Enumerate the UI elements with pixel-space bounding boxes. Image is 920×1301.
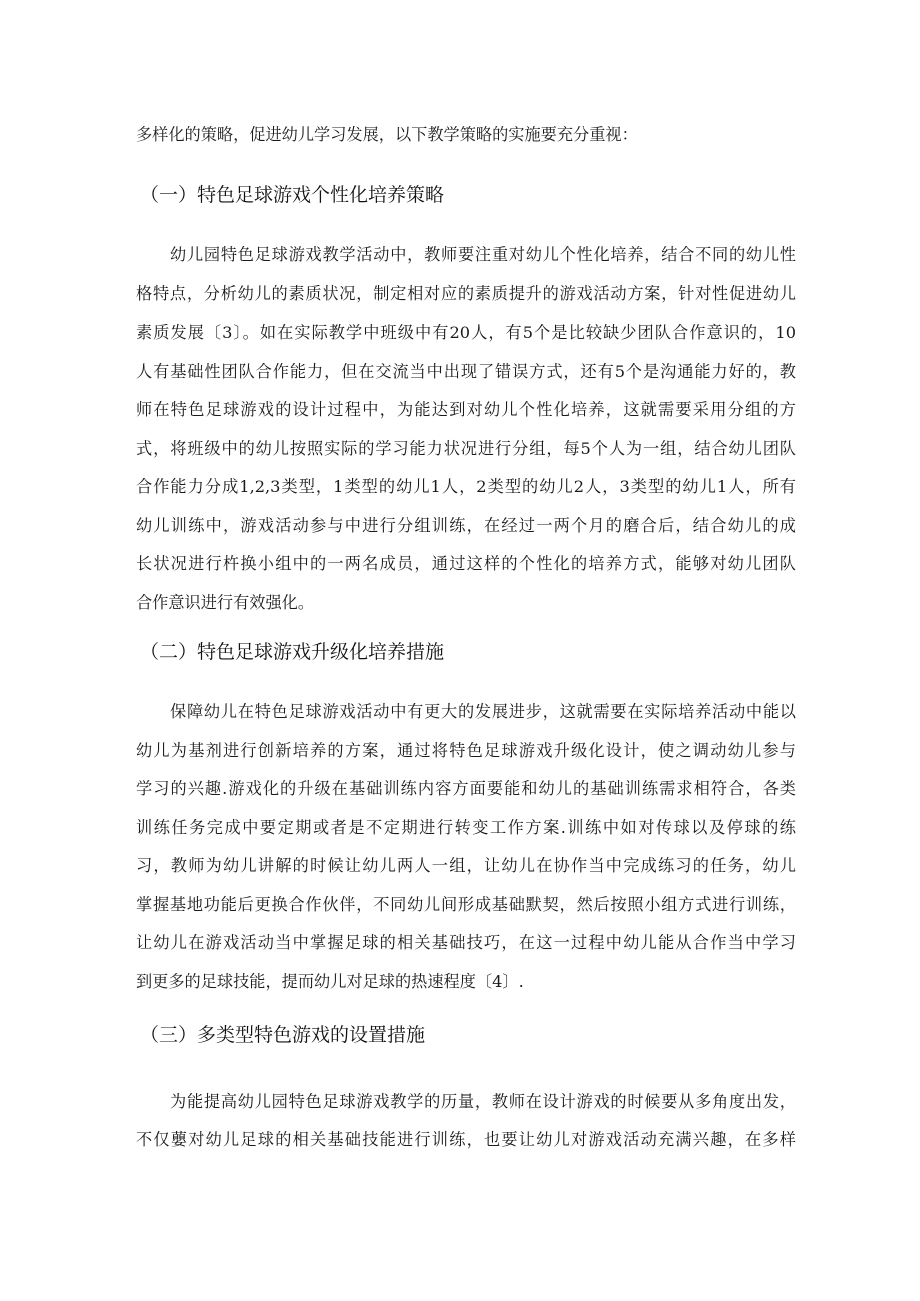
section-1-line-1: 幼儿园特色足球游戏教学活动中，教师要注重对幼儿个性化培养，结合不同的幼儿性	[170, 245, 796, 264]
section-1-line-8: 幼儿训练中，游戏活动参与中进行分组训练，在经过一两个月的磨合后，结合幼儿的成	[136, 516, 796, 535]
section-1-line-10: 合作意识进行有效强化。	[136, 593, 315, 612]
section-2-line-7: 让幼儿在游戏活动当中掌握足球的相关基础技巧，在这一过程中幼儿能从合作当中学习	[136, 933, 796, 952]
section-3-heading: （三）多类型特色游戏的设置措施	[140, 1024, 426, 1046]
section-2-line-8: 到更多的足球技能，提而幼儿对足球的热速程度〔4〕.	[136, 972, 524, 991]
section-1-line-9: 长状况进行杵换小组中的一两名成员，通过这样的个性化的培养方式，能够对幼儿团队	[136, 554, 796, 573]
intro-line: 多样化的策略，促进幼儿学习发展，以下教学策略的实施要充分重视：	[136, 125, 638, 144]
section-1-heading: （一）特色足球游戏个性化培养策略	[140, 184, 445, 206]
section-1-line-7: 合作能力分成1,2,3类型，1类型的幼儿1人，2类型的幼儿2人，3类型的幼儿1人，所有	[136, 477, 796, 496]
section-1-line-4: 人有基础性团队合作能力，但在交流当中出现了错误方式，还有5个是沟通能力好的，教	[136, 362, 796, 381]
section-2-line-3: 学习的兴趣.游戏化的升级在基础训练内容方面要能和幼儿的基础训练需求相符合，各类	[136, 779, 796, 798]
section-2-line-5: 习，教师为幼儿讲解的时候让幼儿两人一组，让幼儿在协作当中完成练习的任务，幼儿	[136, 856, 796, 875]
section-3-line-2: 不仅蘡对幼儿足球的相关基础技能进行训练，也要让幼儿对游戏活动充满兴趣，在多样	[136, 1130, 796, 1149]
section-3-line-1: 为能提高幼儿园特色足球游戏教学的历量，教师在设计游戏的时候要从多角度出发，	[170, 1092, 796, 1111]
section-1-line-5: 师在特色足球游戏的设计过程中，为能达到对幼儿个性化培养，这就需要采用分组的方	[136, 400, 796, 419]
section-2-heading: （二）特色足球游戏升级化培养措施	[140, 641, 445, 663]
section-2-line-2: 幼儿为基剂进行创新培养的方案，通过将特色足球游戏升级化设计，使之调动幼儿参与	[136, 741, 796, 760]
section-2-line-4: 训练任务完成中要定期或者是不定期进行转变工作方案.训练中如对传球以及停球的练	[136, 818, 796, 837]
section-2-line-1: 保障幼儿在特色足球游戏活动中有更大的发展进步，这就需要在实际培养活动中能以	[170, 702, 796, 721]
section-1-line-6: 式，将班级中的幼儿按照实际的学习能力状况进行分组，每5个人为一组，结合幼儿团队	[136, 439, 796, 458]
section-2-line-6: 掌握基地功能后更换合作伙伴，不同幼儿间形成基础默契，然后按照小组方式进行训练，	[136, 895, 796, 914]
section-1-line-3: 素质发展〔3〕。如在实际教学中班级中有20人，有5个是比较缺少团队合作意识的，10	[136, 323, 796, 342]
section-1-line-2: 格特点，分析幼儿的素质状况，制定相对应的素质提升的游戏活动方案，针对性促进幼儿	[136, 284, 796, 303]
